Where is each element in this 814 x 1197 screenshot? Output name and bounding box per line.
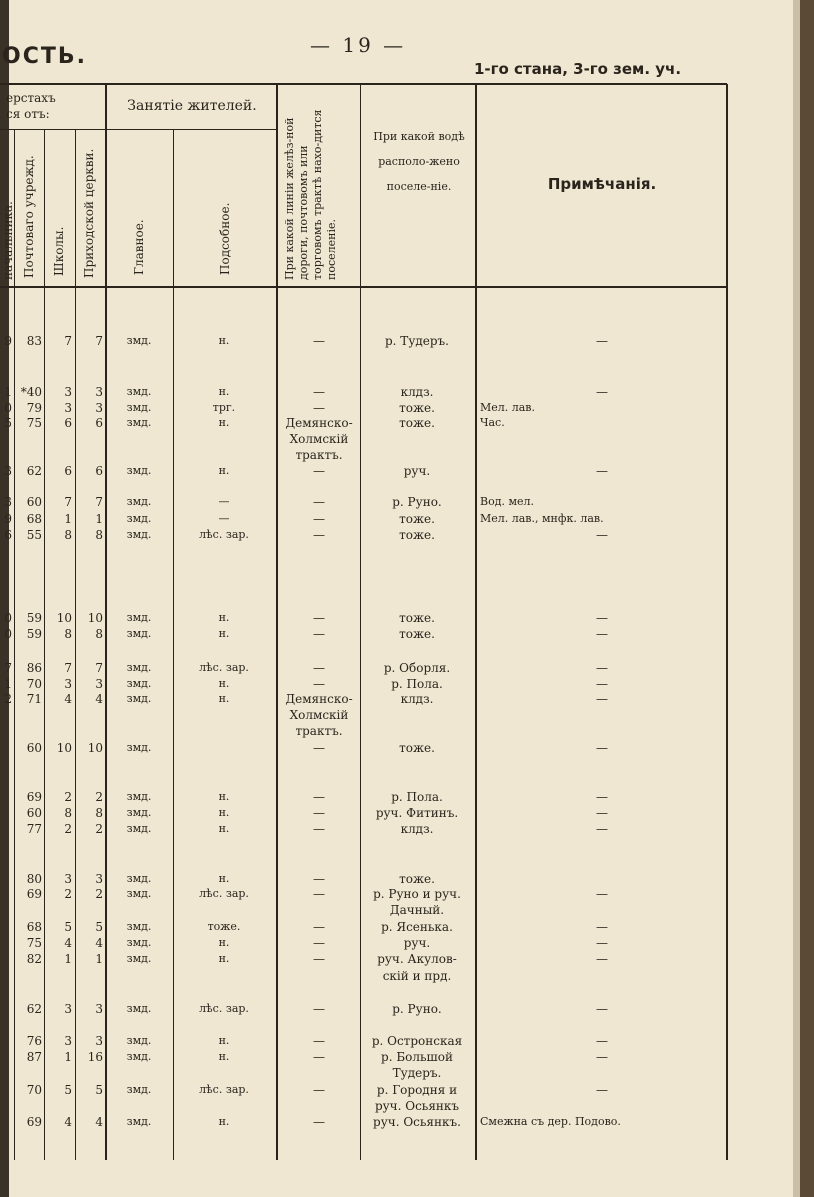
cell-water: клдз. bbox=[400, 385, 434, 399]
cell-school: 5 bbox=[64, 920, 72, 934]
cell-notes: — bbox=[596, 692, 608, 706]
cell-notes: — bbox=[596, 952, 608, 966]
cell-notes: — bbox=[596, 1083, 608, 1097]
cell-edge: 3 bbox=[4, 464, 12, 478]
school-column-header: Школы. bbox=[52, 226, 66, 276]
cell-road: — bbox=[313, 677, 325, 691]
cell-main: змд. bbox=[126, 611, 152, 624]
cell-school: 2 bbox=[64, 790, 72, 804]
cell-main: змд. bbox=[126, 872, 152, 885]
cell-road: Демянско- bbox=[285, 416, 353, 430]
cell-post: 80 bbox=[26, 872, 42, 886]
cell-edge: 1 bbox=[4, 385, 12, 399]
cell-water: тоже. bbox=[399, 872, 435, 886]
cell-water: тоже. bbox=[399, 416, 435, 430]
cell-church: 5 bbox=[95, 920, 103, 934]
cell-notes: — bbox=[596, 1034, 608, 1048]
cell-notes: — bbox=[596, 1050, 608, 1064]
cell-school: 3 bbox=[64, 872, 72, 886]
distance-group-line1: ерстахъ bbox=[6, 91, 56, 105]
cell-school: 3 bbox=[64, 1002, 72, 1016]
cell-school: 3 bbox=[64, 385, 72, 399]
cell-main: змд. bbox=[126, 1083, 152, 1096]
col-rule-8 bbox=[726, 84, 728, 1160]
cell-post: 75 bbox=[26, 936, 42, 950]
cell-post: 83 bbox=[26, 334, 42, 348]
cell-water: руч. bbox=[403, 936, 431, 950]
distance-group-line2: ся отъ: bbox=[6, 107, 50, 121]
cell-notes: — bbox=[596, 936, 608, 950]
cell-main: змд. bbox=[126, 692, 152, 705]
cell-edge: 7 bbox=[4, 661, 12, 675]
cell-main: змд. bbox=[126, 806, 152, 819]
page-number: — 19 — bbox=[310, 33, 407, 57]
cell-church: 3 bbox=[95, 677, 103, 691]
cell-water: р. Руно. bbox=[392, 1002, 442, 1016]
cell-sec: лѣс. зар. bbox=[199, 661, 249, 674]
cell-sec: н. bbox=[218, 334, 230, 347]
cell-sec: лѣс. зар. bbox=[199, 1083, 249, 1096]
cell-school: 2 bbox=[64, 822, 72, 836]
cell-water: тоже. bbox=[399, 512, 435, 526]
cell-water: тоже. bbox=[399, 627, 435, 641]
cell-post: 70 bbox=[26, 1083, 42, 1097]
main-occupation-header: Главное. bbox=[132, 219, 146, 275]
cell-school: 10 bbox=[56, 611, 72, 625]
cell-main: змд. bbox=[126, 512, 152, 525]
page-edge bbox=[800, 0, 814, 1197]
cell-road: трактъ. bbox=[295, 448, 343, 462]
cell-road: трактъ. bbox=[295, 724, 343, 738]
cell-water: р. Остронская bbox=[371, 1034, 463, 1048]
cell-sec: н. bbox=[218, 627, 230, 640]
cell-road: — bbox=[313, 464, 325, 478]
cell-church: 3 bbox=[95, 401, 103, 415]
header-left-title: ОСТЬ. bbox=[2, 44, 87, 69]
cell-road: — bbox=[313, 790, 325, 804]
cell-church: 3 bbox=[95, 872, 103, 886]
cell-edge: 0 bbox=[4, 401, 12, 415]
cell-notes: Вод. мел. bbox=[480, 495, 535, 508]
cell-water: руч. Осьянкъ bbox=[374, 1099, 460, 1113]
cell-main: змд. bbox=[126, 952, 152, 965]
cell-sec: лѣс. зар. bbox=[199, 1002, 249, 1015]
cell-notes: — bbox=[596, 822, 608, 836]
cell-road: Демянско- bbox=[285, 692, 353, 706]
cell-post: 68 bbox=[26, 920, 42, 934]
cell-sec: — bbox=[218, 495, 230, 508]
cell-road: — bbox=[313, 887, 325, 901]
cell-school: 8 bbox=[64, 806, 72, 820]
cell-post: 87 bbox=[26, 1050, 42, 1064]
cell-road: — bbox=[313, 627, 325, 641]
cell-school: 5 bbox=[64, 1083, 72, 1097]
cell-edge: 0 bbox=[4, 611, 12, 625]
cell-post: 59 bbox=[26, 611, 42, 625]
cell-church: 8 bbox=[95, 627, 103, 641]
cell-school: 7 bbox=[64, 334, 72, 348]
cell-sec: н. bbox=[218, 952, 230, 965]
cell-water: р. Ясенька. bbox=[381, 920, 453, 934]
cell-main: змд. bbox=[126, 1050, 152, 1063]
cell-church: 4 bbox=[95, 1115, 103, 1129]
cell-main: змд. bbox=[126, 334, 152, 347]
cell-water: р. Оборля. bbox=[383, 661, 451, 675]
cell-water: руч. Осьянкъ. bbox=[373, 1115, 461, 1129]
cell-water: клдз. bbox=[400, 822, 434, 836]
cell-road: — bbox=[313, 920, 325, 934]
cell-church: 1 bbox=[95, 512, 103, 526]
cell-water: р. Пола. bbox=[391, 677, 443, 691]
cell-road: — bbox=[313, 822, 325, 836]
cell-notes: — bbox=[596, 661, 608, 675]
cell-water: р. Тудеръ. bbox=[385, 334, 449, 348]
cell-school: 4 bbox=[64, 936, 72, 950]
col-rule-7 bbox=[475, 84, 477, 1160]
cell-notes: — bbox=[596, 806, 608, 820]
cell-church: 7 bbox=[95, 661, 103, 675]
cell-sec: лѣс. зар. bbox=[199, 528, 249, 541]
occupation-sub-rule bbox=[106, 129, 276, 130]
distance-sub-rule bbox=[0, 129, 106, 130]
header-right-subtitle: 1-го стана, 3-го зем. уч. bbox=[474, 60, 682, 78]
cell-road: Холмскій bbox=[289, 432, 349, 446]
cell-church: 2 bbox=[95, 822, 103, 836]
cell-main: змд. bbox=[126, 1115, 152, 1128]
cell-sec: н. bbox=[218, 790, 230, 803]
cell-sec: н. bbox=[218, 1050, 230, 1063]
cell-church: 7 bbox=[95, 495, 103, 509]
cell-notes: — bbox=[596, 334, 608, 348]
cell-water: Тудеръ. bbox=[392, 1066, 442, 1080]
cell-post: 60 bbox=[26, 741, 42, 755]
cell-road: — bbox=[313, 385, 325, 399]
cell-post: 82 bbox=[26, 952, 42, 966]
cell-school: 6 bbox=[64, 464, 72, 478]
cell-road: — bbox=[313, 806, 325, 820]
cell-main: змд. bbox=[126, 385, 152, 398]
cell-sec: н. bbox=[218, 1034, 230, 1047]
cell-water: руч. Фитинъ. bbox=[375, 806, 459, 820]
cell-water: р. Пола. bbox=[391, 790, 443, 804]
cell-school: 3 bbox=[64, 677, 72, 691]
cell-road: — bbox=[313, 1115, 325, 1129]
cell-church: 10 bbox=[87, 741, 103, 755]
cell-post: 86 bbox=[26, 661, 42, 675]
cell-notes: — bbox=[596, 611, 608, 625]
cell-edge: 0 bbox=[4, 627, 12, 641]
cell-water: скій и прд. bbox=[382, 969, 452, 983]
cell-post: 76 bbox=[26, 1034, 42, 1048]
cell-road: — bbox=[313, 741, 325, 755]
cell-main: змд. bbox=[126, 495, 152, 508]
cell-road: — bbox=[313, 952, 325, 966]
cell-road: — bbox=[313, 495, 325, 509]
cell-post: 69 bbox=[26, 1115, 42, 1129]
cell-main: змд. bbox=[126, 822, 152, 835]
cell-church: 6 bbox=[95, 464, 103, 478]
cell-main: змд. bbox=[126, 1002, 152, 1015]
occupation-group-header: Занятіе жителей. bbox=[127, 98, 257, 114]
cell-water: р. Городня и bbox=[376, 1083, 458, 1097]
cell-church: 5 bbox=[95, 1083, 103, 1097]
cell-road: — bbox=[313, 872, 325, 886]
cell-notes: — bbox=[596, 528, 608, 542]
cell-sec: н. bbox=[218, 1115, 230, 1128]
cell-main: змд. bbox=[126, 936, 152, 949]
cell-church: 3 bbox=[95, 385, 103, 399]
cell-church: 3 bbox=[95, 1034, 103, 1048]
cell-water: тоже. bbox=[399, 611, 435, 625]
cell-road: — bbox=[313, 1050, 325, 1064]
cell-water: тоже. bbox=[399, 401, 435, 415]
cell-church: 16 bbox=[87, 1050, 103, 1064]
cell-post: 62 bbox=[26, 464, 42, 478]
cell-sec: трг. bbox=[212, 401, 236, 414]
cell-school: 8 bbox=[64, 528, 72, 542]
cell-water: руч. bbox=[403, 464, 431, 478]
cell-church: 2 bbox=[95, 790, 103, 804]
cell-church: 4 bbox=[95, 692, 103, 706]
cell-notes: — bbox=[596, 677, 608, 691]
cell-main: змд. bbox=[126, 887, 152, 900]
cell-main: змд. bbox=[126, 416, 152, 429]
cell-sec: н. bbox=[218, 936, 230, 949]
cell-main: змд. bbox=[126, 677, 152, 690]
cell-notes: — bbox=[596, 1002, 608, 1016]
cell-post: 68 bbox=[26, 512, 42, 526]
cell-sec: тоже. bbox=[207, 920, 241, 933]
cell-road: — bbox=[313, 1083, 325, 1097]
cell-edge: 3 bbox=[4, 495, 12, 509]
cell-road: — bbox=[313, 401, 325, 415]
cell-church: 2 bbox=[95, 887, 103, 901]
cell-water: тоже. bbox=[399, 741, 435, 755]
cell-road: — bbox=[313, 528, 325, 542]
cell-school: 2 bbox=[64, 887, 72, 901]
cell-post: 71 bbox=[26, 692, 42, 706]
cell-post: 69 bbox=[26, 887, 42, 901]
cell-notes: — bbox=[596, 920, 608, 934]
cell-post: 79 bbox=[26, 401, 42, 415]
cell-edge: 6 bbox=[4, 528, 12, 542]
cell-school: 3 bbox=[64, 401, 72, 415]
cell-church: 8 bbox=[95, 528, 103, 542]
cell-road: — bbox=[313, 1034, 325, 1048]
cell-post: 60 bbox=[26, 806, 42, 820]
cell-school: 4 bbox=[64, 692, 72, 706]
header-bottom-rule bbox=[0, 286, 727, 288]
cell-water: руч. Акулов- bbox=[377, 952, 457, 966]
cell-post: 60 bbox=[26, 495, 42, 509]
cell-post: *40 bbox=[20, 385, 42, 399]
cell-main: змд. bbox=[126, 401, 152, 414]
distance-group-header bbox=[6, 90, 102, 122]
cell-sec: н. bbox=[218, 822, 230, 835]
cell-church: 6 bbox=[95, 416, 103, 430]
cell-post: 62 bbox=[26, 1002, 42, 1016]
cell-main: змд. bbox=[126, 661, 152, 674]
cell-main: змд. bbox=[126, 528, 152, 541]
cell-notes: — bbox=[596, 464, 608, 478]
cell-church: 8 bbox=[95, 806, 103, 820]
cell-edge: 9 bbox=[4, 512, 12, 526]
cell-notes: — bbox=[596, 741, 608, 755]
cell-edge: 9 bbox=[4, 334, 12, 348]
cell-main: змд. bbox=[126, 741, 152, 754]
cell-road: — bbox=[313, 936, 325, 950]
notes-column-header: Примѣчанія. bbox=[547, 175, 657, 193]
cell-post: 77 bbox=[26, 822, 42, 836]
cell-notes: — bbox=[596, 887, 608, 901]
water-column-header: При какой водѣ располо-жено поселе-ніе. bbox=[373, 130, 465, 193]
cell-school: 3 bbox=[64, 1034, 72, 1048]
cell-notes: — bbox=[596, 790, 608, 804]
cell-sec: н. bbox=[218, 806, 230, 819]
cell-church: 1 bbox=[95, 952, 103, 966]
cell-school: 8 bbox=[64, 627, 72, 641]
cell-sec: н. bbox=[218, 385, 230, 398]
road-column-header: При какой линіи желѣз-ной дороги, почтовомъ или торговомъ трактѣ нахо-дится поселеніе. bbox=[283, 109, 338, 280]
cell-sec: н. bbox=[218, 611, 230, 624]
cell-main: змд. bbox=[126, 627, 152, 640]
table-top-rule bbox=[0, 83, 727, 85]
cell-church: 7 bbox=[95, 334, 103, 348]
cell-notes: — bbox=[596, 385, 608, 399]
cell-notes: Мел. лав. bbox=[480, 401, 535, 414]
cell-school: 4 bbox=[64, 1115, 72, 1129]
post-office-column-header: Почтоваго учрежд. bbox=[22, 155, 36, 278]
cell-edge: 2 bbox=[4, 692, 12, 706]
cell-school: 1 bbox=[64, 1050, 72, 1064]
cell-post: 59 bbox=[26, 627, 42, 641]
cell-road: — bbox=[313, 1002, 325, 1016]
cell-school: 10 bbox=[56, 741, 72, 755]
cell-water: р. Руно и руч. bbox=[373, 887, 461, 901]
cell-church: 10 bbox=[87, 611, 103, 625]
cell-post: 75 bbox=[26, 416, 42, 430]
cell-road: — bbox=[313, 661, 325, 675]
cell-main: змд. bbox=[126, 920, 152, 933]
cell-school: 6 bbox=[64, 416, 72, 430]
cell-road: — bbox=[313, 512, 325, 526]
cell-sec: лѣс. зар. bbox=[199, 887, 249, 900]
cell-road: Холмскій bbox=[289, 708, 349, 722]
cell-sec: н. bbox=[218, 872, 230, 885]
cell-notes: — bbox=[596, 627, 608, 641]
cell-water: клдз. bbox=[400, 692, 434, 706]
secondary-occupation-header: Подсобное. bbox=[218, 202, 232, 275]
cell-main: змд. bbox=[126, 790, 152, 803]
cell-road: — bbox=[313, 334, 325, 348]
cell-school: 1 bbox=[64, 952, 72, 966]
cell-sec: н. bbox=[218, 416, 230, 429]
cell-church: 4 bbox=[95, 936, 103, 950]
cell-notes: Смежна съ дер. Подово. bbox=[480, 1115, 621, 1128]
cell-church: 3 bbox=[95, 1002, 103, 1016]
cut-column-header: начальника. bbox=[1, 201, 15, 280]
cell-school: 1 bbox=[64, 512, 72, 526]
cell-edge: 1 bbox=[4, 677, 12, 691]
church-column-header: Приходской церкви. bbox=[82, 148, 96, 278]
cell-water: р. Большой bbox=[381, 1050, 453, 1064]
cell-water: р. Руно. bbox=[392, 495, 442, 509]
cell-post: 70 bbox=[26, 677, 42, 691]
cell-notes: Час. bbox=[480, 416, 505, 429]
cell-sec: н. bbox=[218, 692, 230, 705]
cell-post: 55 bbox=[26, 528, 42, 542]
cell-school: 7 bbox=[64, 495, 72, 509]
cell-road: — bbox=[313, 611, 325, 625]
cell-water: тоже. bbox=[399, 528, 435, 542]
cell-sec: — bbox=[218, 512, 230, 525]
cell-water: Дачный. bbox=[389, 903, 445, 917]
cell-sec: н. bbox=[218, 464, 230, 477]
cell-edge: 5 bbox=[4, 416, 12, 430]
cell-notes: Мел. лав., мнфк. лав. bbox=[480, 512, 604, 525]
cell-main: змд. bbox=[126, 1034, 152, 1047]
cell-sec: н. bbox=[218, 677, 230, 690]
cell-school: 7 bbox=[64, 661, 72, 675]
cell-post: 69 bbox=[26, 790, 42, 804]
cell-main: змд. bbox=[126, 464, 152, 477]
